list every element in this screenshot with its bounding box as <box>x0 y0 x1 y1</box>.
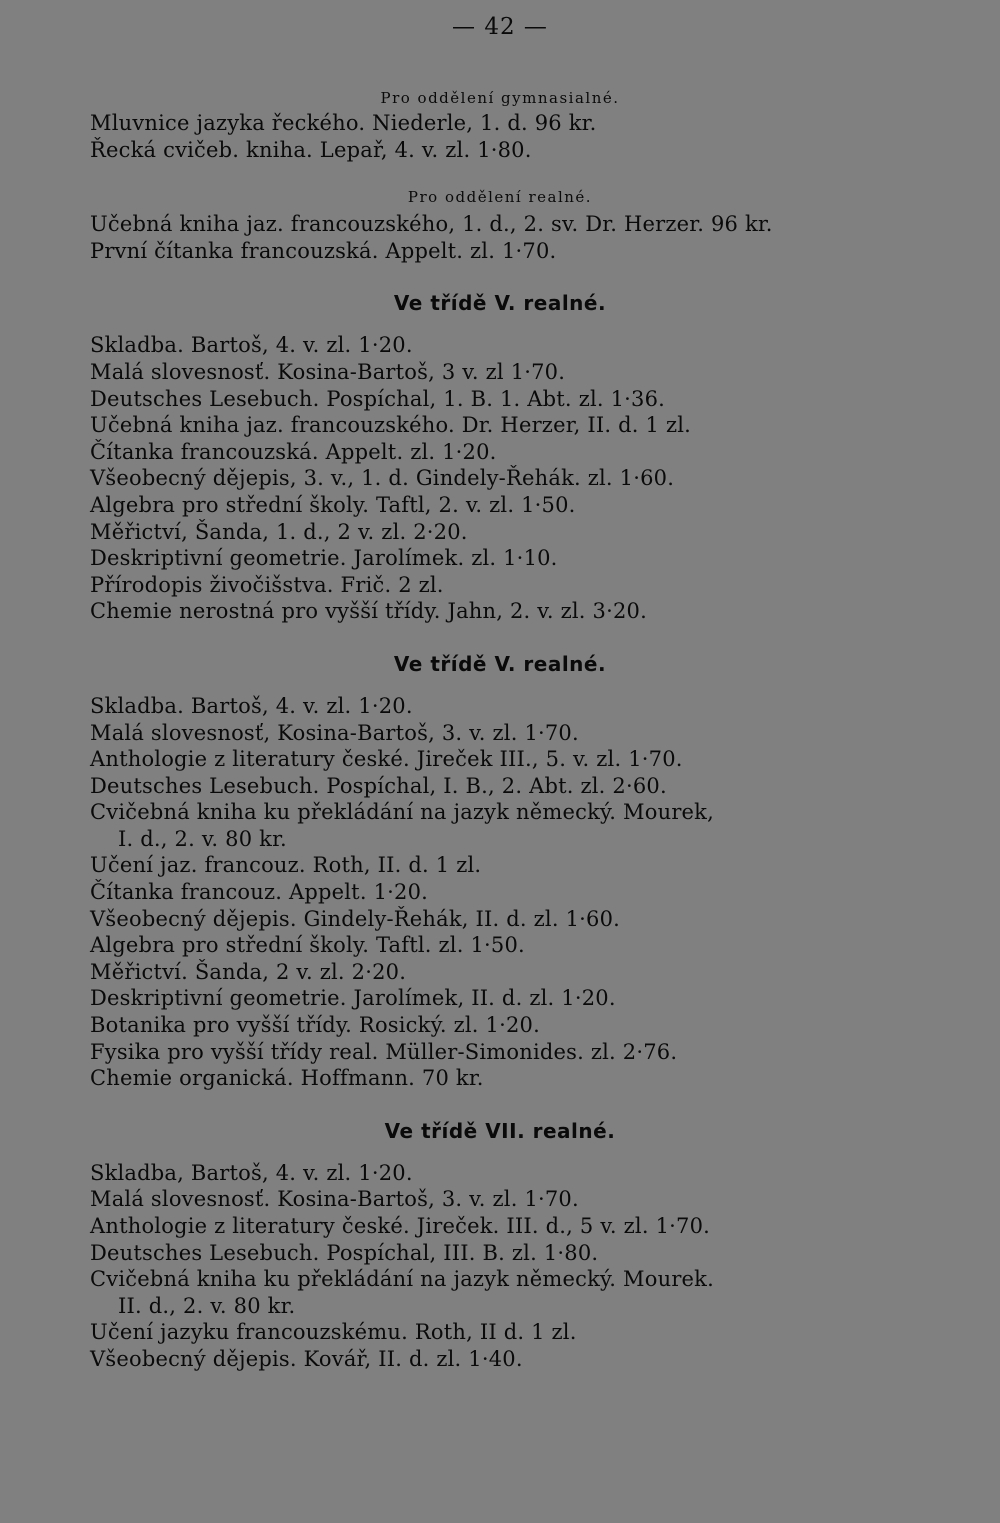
book-entry: Řecká cvičeb. kniha. Lepař, 4. v. zl. 1·80. <box>90 137 532 162</box>
book-entry: Malá slovesnosť. Kosina-Bartoš, 3. v. zl. 1·70. <box>90 1187 579 1212</box>
book-entry: Měřictví. Šanda, 2 v. zl. 2·20. <box>90 959 407 984</box>
section-class-v-second <box>90 649 910 1092</box>
book-entry: Fysika pro vyšší třídy real. Müller-Simonides. zl. 2·76. <box>90 1039 678 1064</box>
book-entry: Algebra pro střední školy. Taftl. zl. 1·50. <box>90 933 525 958</box>
book-entry: Čítanka francouzská. Appelt. zl. 1·20. <box>90 439 497 464</box>
book-entry: Učení jaz. francouz. Roth, II. d. 1 zl. <box>90 853 482 878</box>
book-entry: Měřictví, Šanda, 1. d., 2 v. zl. 2·20. <box>90 519 468 544</box>
book-entry-continuation: I. d., 2. v. 80 kr. <box>118 826 287 851</box>
book-entry: Deskriptivní geometrie. Jarolímek, II. d. zl. 1·20. <box>90 986 616 1011</box>
book-entry: Algebra pro střední školy. Taftl, 2. v. zl. 1·50. <box>90 492 576 517</box>
page-number: — 42 — <box>452 14 548 40</box>
book-entry: První čítanka francouzská. Appelt. zl. 1·70. <box>90 238 557 263</box>
book-entry: Skladba. Bartoš, 4. v. zl. 1·20. <box>90 333 413 358</box>
book-entry: Všeobecný dějepis. Gindely-Řehák, II. d. zl. 1·60. <box>90 906 621 931</box>
section-heading: Pro oddělení gymnasialné. <box>380 89 620 107</box>
book-entry: Skladba, Bartoš, 4. v. zl. 1·20. <box>90 1160 413 1185</box>
book-entry: Učení jazyku francouzskému. Roth, II d. 1 zl. <box>90 1320 577 1345</box>
book-entry: Malá slovesnosť. Kosina-Bartoš, 3 v. zl 1·70. <box>90 359 566 384</box>
book-entry-continuation: II. d., 2. v. 80 kr. <box>118 1293 296 1318</box>
section-heading: Pro oddělení realné. <box>407 188 593 207</box>
section-gymnasium <box>90 86 910 163</box>
book-entry: Učebná kniha jaz. francouzského. Dr. Herzer, II. d. 1 zl. <box>90 413 692 438</box>
book-entry: Malá slovesnosť, Kosina-Bartoš, 3. v. zl. 1·70. <box>90 720 579 745</box>
class-heading: Ve třídě VII. realné. <box>384 1118 616 1143</box>
section-realne <box>90 185 910 264</box>
book-entry: Čítanka francouz. Appelt. 1·20. <box>90 880 429 905</box>
book-entry: Deutsches Lesebuch. Pospíchal, III. B. zl. 1·80. <box>90 1240 599 1265</box>
book-entry: Přírodopis živočišstva. Frič. 2 zl. <box>90 572 444 597</box>
book-entry: Deutsches Lesebuch. Pospíchal, I. B., 2. Abt. zl. 2·60. <box>90 773 667 798</box>
book-entry: Deskriptivní geometrie. Jarolímek. zl. 1·10. <box>90 546 558 571</box>
class-heading: Ve třídě V. realné. <box>393 291 607 316</box>
book-entry: Chemie nerostná pro vyšší třídy. Jahn, 2. v. zl. 3·20. <box>90 599 647 624</box>
book-entry: Anthologie z literatury české. Jireček III., 5. v. zl. 1·70. <box>90 747 683 772</box>
section-class-vii <box>90 1116 910 1373</box>
book-entry: Botanika pro vyšší třídy. Rosický. zl. 1·20. <box>90 1013 540 1038</box>
section-class-v-first <box>90 288 910 625</box>
book-entry: Anthologie z literatury české. Jireček. III. d., 5 v. zl. 1·70. <box>90 1214 711 1238</box>
document-body <box>90 86 910 1373</box>
book-entry: Všeobecný dějepis. Kovář, II. d. zl. 1·40. <box>90 1346 523 1371</box>
book-entry: Deutsches Lesebuch. Pospíchal, 1. B. 1. Abt. zl. 1·36. <box>90 386 666 411</box>
book-entry: Cvičebná kniha ku překládání na jazyk německý. Mourek. <box>90 1267 714 1292</box>
book-entry: Skladba. Bartoš, 4. v. zl. 1·20. <box>90 693 413 718</box>
book-entry: Všeobecný dějepis, 3. v., 1. d. Gindely-Řehák. zl. 1·60. <box>90 466 675 491</box>
book-entry: Cvičebná kniha ku překládání na jazyk německý. Mourek, <box>90 800 714 825</box>
class-heading: Ve třídě V. realné. <box>393 651 607 676</box>
book-entry: Mluvnice jazyka řeckého. Niederle, 1. d. 96 kr. <box>90 111 597 135</box>
book-entry: Chemie organická. Hoffmann. 70 kr. <box>90 1066 484 1091</box>
book-entry: Učebná kniha jaz. francouzského, 1. d., 2. sv. Dr. Herzer. 96 kr. <box>90 212 773 237</box>
